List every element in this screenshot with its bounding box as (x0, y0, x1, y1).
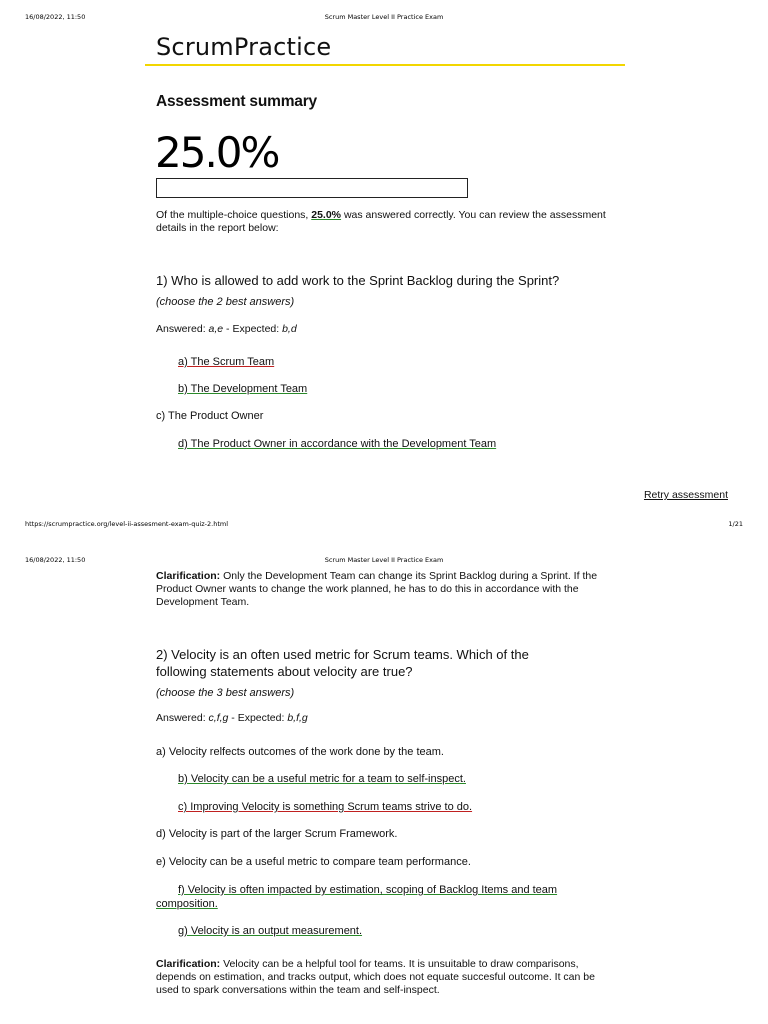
answered-value: a,e (208, 323, 224, 335)
score-value: 25.0% (155, 128, 279, 177)
question-1-answered (156, 323, 297, 335)
retry-assessment-link[interactable]: Retry assessment (643, 489, 728, 501)
q2-option-c: c) Improving Velocity is something Scrum teams strive to do. (178, 801, 473, 813)
q2-option-f: f) Velocity is often impacted by estimation, scoping of Backlog Items and team composition. (156, 884, 558, 910)
clarification-label: Clarification: (156, 570, 221, 582)
summary-intro (156, 209, 616, 235)
question-2-hint: (choose the 3 best answers) (156, 687, 295, 699)
question-2-title: 2) Velocity is an often used metric for Scrum teams. Which of the following statements about velocity are true? (156, 647, 529, 679)
site-logo[interactable]: ScrumPractice (156, 33, 332, 61)
score-progress-fill (157, 179, 235, 197)
clarification-text: Velocity can be a helpful tool for teams. It is unsuitable to draw comparisons, depends on estimation, and tracks output, which does not equate succesful outcome. It can be used to spark conversations within the team and self-inspect. (156, 958, 595, 996)
intro-text-start: Of the multiple-choice questions, (156, 209, 312, 221)
q2-option-d: d) Velocity is part of the larger Scrum Framework. (156, 828, 398, 840)
clarification-label: Clarification: (156, 958, 221, 970)
question-2-clarification (156, 958, 606, 997)
print-doc-title: Scrum Master Level II Practice Exam (324, 13, 444, 21)
expected-value: b,f,g (287, 712, 308, 724)
q1-option-d: d) The Product Owner in accordance with the Development Team (178, 438, 497, 450)
q2-option-a: a) Velocity relfects outcomes of the work done by the team. (156, 746, 444, 758)
score-progress-bar (156, 178, 468, 198)
print-date: 16/08/2022, 11:50 (25, 13, 86, 21)
answered-label: Answered: (156, 323, 209, 335)
question-1-hint: (choose the 2 best answers) (156, 296, 295, 308)
clarification-text: Only the Development Team can change its Sprint Backlog during a Sprint. If the Product Owner wants to change the work planned, he has to do this in accordance with the Development Team. (156, 570, 598, 608)
expected-value: b,d (282, 323, 297, 335)
question-1-title: 1) Who is allowed to add work to the Sprint Backlog during the Sprint? (156, 273, 560, 288)
question-2-answered (156, 712, 308, 724)
question-1-clarification (156, 570, 606, 609)
intro-text-end: was answered correctly. You can review the assessment details in the report below: (156, 209, 606, 234)
answered-label: Answered: (156, 712, 209, 724)
print-url: https://scrumpractice.org/level-ii-assesment-exam-quiz-2.html (25, 520, 229, 528)
print-date: 16/08/2022, 11:50 (25, 556, 86, 564)
q2-option-g: g) Velocity is an output measurement. (178, 925, 363, 937)
expected-label: - Expected: (228, 712, 288, 724)
print-page-number: 1/21 (728, 520, 743, 528)
intro-percentage: 25.0% (311, 209, 342, 221)
expected-label: - Expected: (223, 323, 283, 335)
q1-option-b: b) The Development Team (178, 383, 308, 395)
assessment-summary-heading: Assessment summary (156, 93, 317, 110)
print-doc-title: Scrum Master Level II Practice Exam (324, 556, 444, 564)
q2-option-b: b) Velocity can be a useful metric for a team to self-inspect. (178, 773, 466, 785)
brand-divider (145, 64, 625, 66)
answered-value: c,f,g (208, 712, 229, 724)
q1-option-a: a) The Scrum Team (178, 356, 275, 368)
q1-option-c: c) The Product Owner (156, 410, 264, 422)
q2-option-e: e) Velocity can be a useful metric to compare team performance. (156, 856, 471, 868)
